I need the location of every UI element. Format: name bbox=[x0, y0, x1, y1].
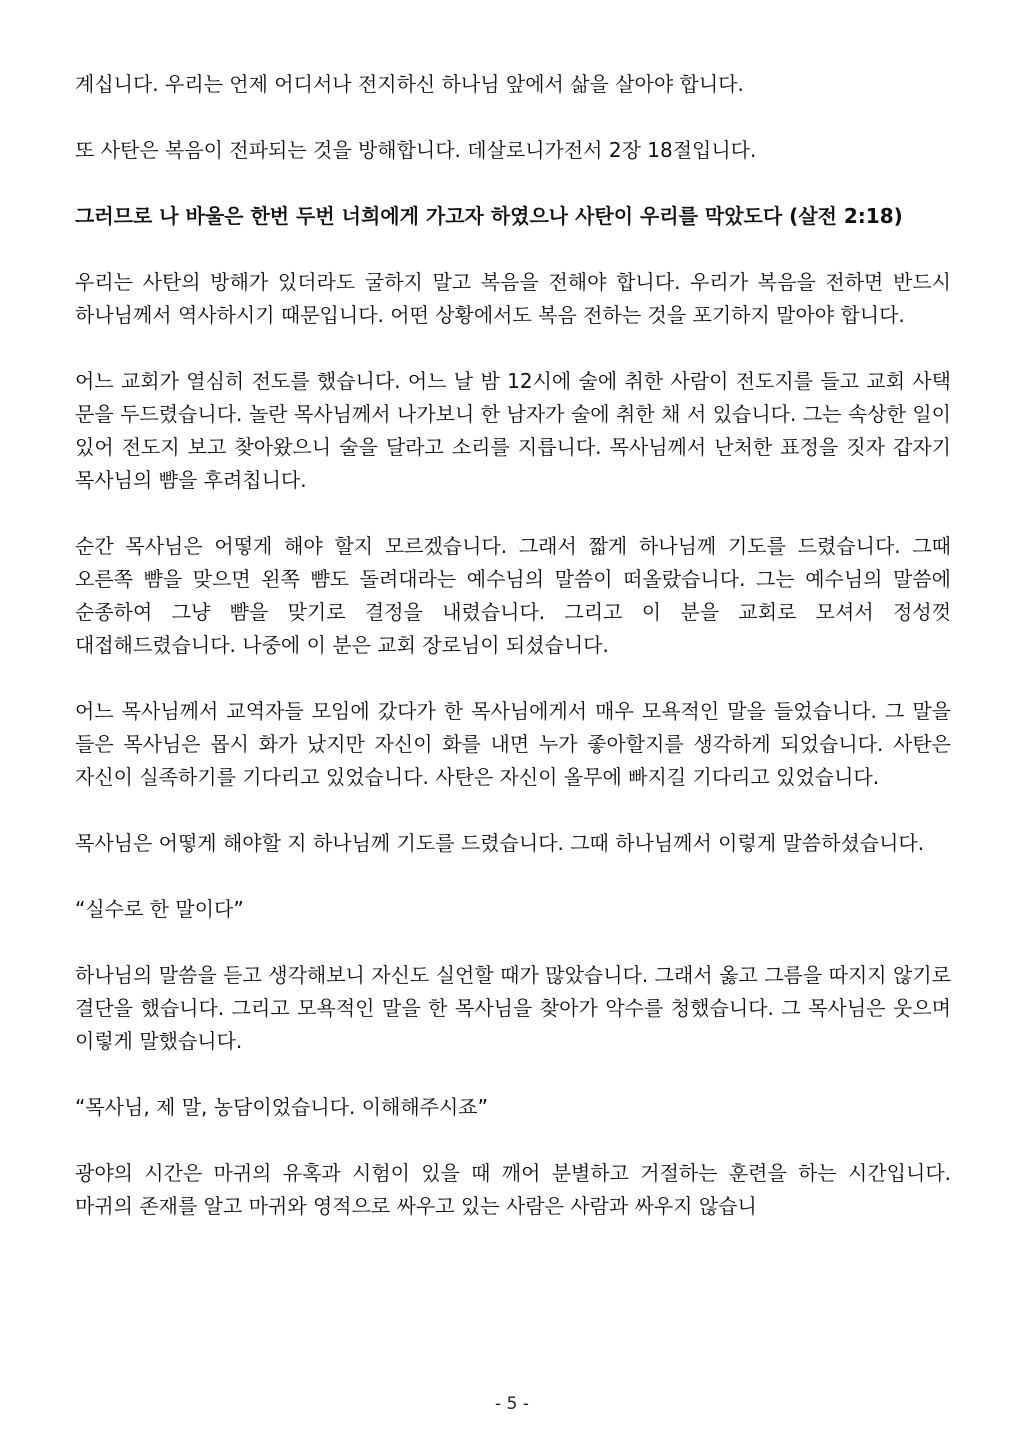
paragraph: 순간 목사님은 어떻게 해야 할지 모르겠습니다. 그래서 짧게 하나님께 기도를 드렸습니다. 그때 오른쪽 뺨을 맞으면 왼쪽 뺨도 돌려대라는 예수님의 말씀이 떠올랐습니다. 그는 예수님의 말씀에 순종하여 그냥 뺨을 맞기로 결정을 내렸습니다. 그리고 이 분을 교회로 모셔서 정성껏 대접해드렸습니다. 나중에 이 분은 교회 장로님이 되셨습니다. bbox=[75, 534, 951, 657]
paragraph: 계십니다. 우리는 언제 어디서나 전지하신 하나님 앞에서 삶을 살아야 합니다. bbox=[75, 72, 744, 96]
document-body bbox=[75, 68, 951, 1256]
paragraph: 어느 교회가 열심히 전도를 했습니다. 어느 날 밤 12시에 술에 취한 사람이 전도지를 들고 교회 사택 문을 두드렸습니다. 놀란 목사님께서 나가보니 한 남자가 술에 취한 채 서 있습니다. 그는 속상한 일이 있어 전도지 보고 찾아왔으니 술을 달라고 소리를 지릅니다. 목사님께서 난처한 표정을 짓자 갑자기 목사님의 뺨을 후려칩니다. bbox=[75, 369, 951, 492]
quoted-line: “실수로 한 말이다” bbox=[75, 897, 244, 921]
quoted-line: “목사님, 제 말, 농담이었습니다. 이해해주시죠” bbox=[75, 1095, 488, 1119]
scripture-quote: 그러므로 나 바울은 한번 두번 너희에게 가고자 하였으나 사탄이 우리를 막았도다 (살전 2:18) bbox=[75, 204, 903, 228]
page-number: - 5 - bbox=[495, 1394, 529, 1414]
paragraph: 어느 목사님께서 교역자들 모임에 갔다가 한 목사님에게서 매우 모욕적인 말을 들었습니다. 그 말을 들은 목사님은 몹시 화가 났지만 자신이 화를 내면 누가 좋아할지를 생각하게 되었습니다. 사탄은 자신이 실족하기를 기다리고 있었습니다. 사탄은 자신이 올무에 빠지길 기다리고 있었습니다. bbox=[75, 699, 951, 789]
paragraph: 또 사탄은 복음이 전파되는 것을 방해합니다. 데살로니가전서 2장 18절입니다. bbox=[75, 138, 757, 162]
paragraph: 우리는 사탄의 방해가 있더라도 굴하지 말고 복음을 전해야 합니다. 우리가 복음을 전하면 반드시 하나님께서 역사하시기 때문입니다. 어떤 상황에서도 복음 전하는 것을 포기하지 말아야 합니다. bbox=[75, 270, 951, 327]
paragraph: 하나님의 말씀을 듣고 생각해보니 자신도 실언할 때가 많았습니다. 그래서 옳고 그름을 따지지 않기로 결단을 했습니다. 그리고 모욕적인 말을 한 목사님을 찾아가 악수를 청했습니다. 그 목사님은 웃으며 이렇게 말했습니다. bbox=[75, 963, 951, 1053]
paragraph: 광야의 시간은 마귀의 유혹과 시험이 있을 때 깨어 분별하고 거절하는 훈련을 하는 시간입니다. 마귀의 존재를 알고 마귀와 영적으로 싸우고 있는 사람은 사람과 싸우지 않습니 bbox=[75, 1161, 951, 1218]
paragraph: 목사님은 어떻게 해야할 지 하나님께 기도를 드렸습니다. 그때 하나님께서 이렇게 말씀하셨습니다. bbox=[75, 831, 925, 855]
